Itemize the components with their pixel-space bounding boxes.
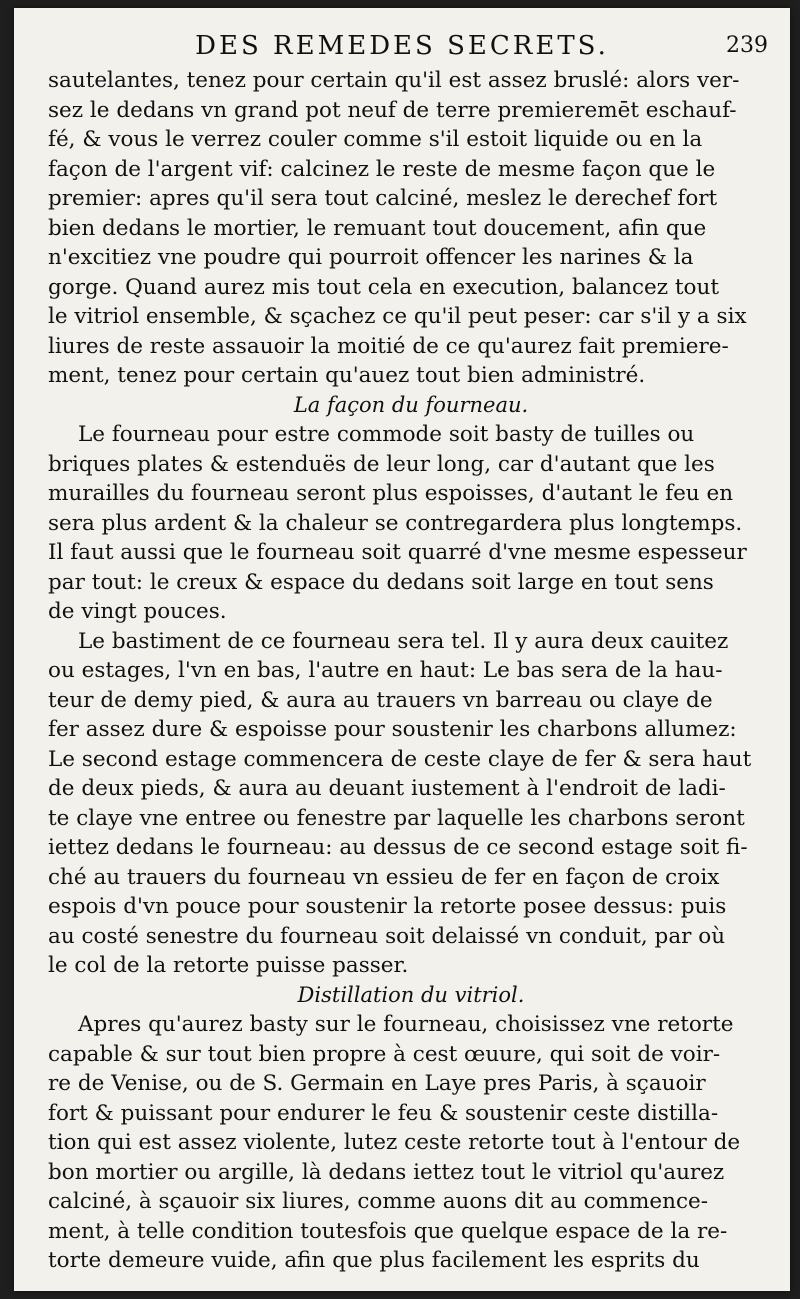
text-line: sautelantes, tenez pour certain qu'il est assez bruslé: alors ver- <box>48 68 740 93</box>
text-line: de vingt pouces. <box>48 599 227 624</box>
page-header <box>14 24 790 68</box>
text-line: tion qui est assez violente, lutez ceste retorte tout à l'entour de <box>48 1130 741 1155</box>
text-line: sez le dedans vn grand pot neuf de terre premieremēt eschauf- <box>48 97 737 123</box>
text-line: ment, tenez pour certain qu'auez tout bien administré. <box>48 363 646 388</box>
text-line: torte demeure vuide, afin que plus facilement les esprits du <box>48 1248 700 1273</box>
section-heading: La façon du fourneau. <box>293 392 529 417</box>
text-line: fer assez dure & espoisse pour soustenir les charbons allumez: <box>48 717 737 742</box>
text-line: murailles du fourneau seront plus espoisses, d'autant le feu en <box>48 481 734 506</box>
text-line: par tout: le creux & espace du dedans soit large en tout sens <box>48 569 714 595</box>
text-line: espois d'vn pouce pour soustenir la retorte posee dessus: puis <box>48 894 727 919</box>
running-title: DES REMEDES SECRETS. <box>195 31 609 61</box>
text-line: ché au trauers du fourneau vn essieu de fer en façon de croix <box>48 864 720 890</box>
text-line: façon de l'argent vif: calcinez le reste de mesme façon que le <box>48 156 716 182</box>
body-text <box>48 66 774 1276</box>
text-line: briques plates & estenduës de leur long, car d'autant que les <box>48 451 715 477</box>
book-page <box>14 8 790 1291</box>
text-line: re de Venise, ou de S. Germain en Laye pres Paris, à sçauoir <box>48 1071 706 1096</box>
text-line: teur de demy pied, & aura au trauers vn barreau ou claye de <box>48 687 713 713</box>
text-line: te claye vne entree ou fenestre par laquelle les charbons seront <box>48 805 745 831</box>
text-line: liures de reste assauoir la moitié de ce qu'aurez fait premiere- <box>48 333 729 359</box>
text-line: le col de la retorte puisse passer. <box>48 953 409 978</box>
text-line: ou estages, l'vn en bas, l'autre en haut: Le bas sera de la hau- <box>48 658 723 683</box>
text-line: Le fourneau pour estre commode soit basty de tuilles ou <box>78 422 695 447</box>
text-line: sera plus ardent & la chaleur se contregardera plus longtemps. <box>48 510 743 536</box>
text-line: ment, à telle condition toutesfois que quelque espace de la re- <box>48 1218 728 1244</box>
text-line: au costé senestre du fourneau soit delaissé vn conduit, par où <box>48 923 726 949</box>
page-number: 239 <box>726 33 768 58</box>
text-line: n'excitiez vne poudre qui pourroit offencer les narines & la <box>48 245 694 270</box>
text-line: Le bastiment de ce fourneau sera tel. Il y aura deux cauitez <box>78 628 729 654</box>
text-line: Le second estage commencera de ceste claye de fer & sera haut <box>48 746 752 772</box>
text-line: bon mortier ou argille, là dedans iettez tout le vitriol qu'aurez <box>48 1159 725 1185</box>
section-heading: Distillation du vitriol. <box>297 982 525 1007</box>
text-line: premier: apres qu'il sera tout calciné, meslez le derechef fort <box>48 186 718 211</box>
text-line: fé, & vous le verrez couler comme s'il estoit liquide ou en la <box>48 127 703 152</box>
text-line: Apres qu'aurez basty sur le fourneau, choisissez vne retorte <box>78 1012 734 1037</box>
text-line: fort & puissant pour endurer le feu & soustenir ceste distilla- <box>48 1100 719 1126</box>
text-line: calciné, à sçauoir six liures, comme auons dit au commence- <box>48 1189 709 1214</box>
text-line: de deux pieds, & aura au deuant iustement à l'endroit de ladi- <box>48 776 726 801</box>
text-line: le vitriol ensemble, & sçachez ce qu'il peut peser: car s'il y a six <box>48 304 747 329</box>
text-line: iettez dedans le fourneau: au dessus de ce second estage soit fi- <box>48 835 748 860</box>
text-line: bien dedans le mortier, le remuant tout doucement, afin que <box>48 215 707 241</box>
text-line: gorge. Quand aurez mis tout cela en execution, balancez tout <box>48 274 719 300</box>
text-line: Il faut aussi que le fourneau soit quarré d'vne mesme espesseur <box>48 540 747 565</box>
text-line: capable & sur tout bien propre à cest œuure, qui soit de voir- <box>48 1041 721 1067</box>
